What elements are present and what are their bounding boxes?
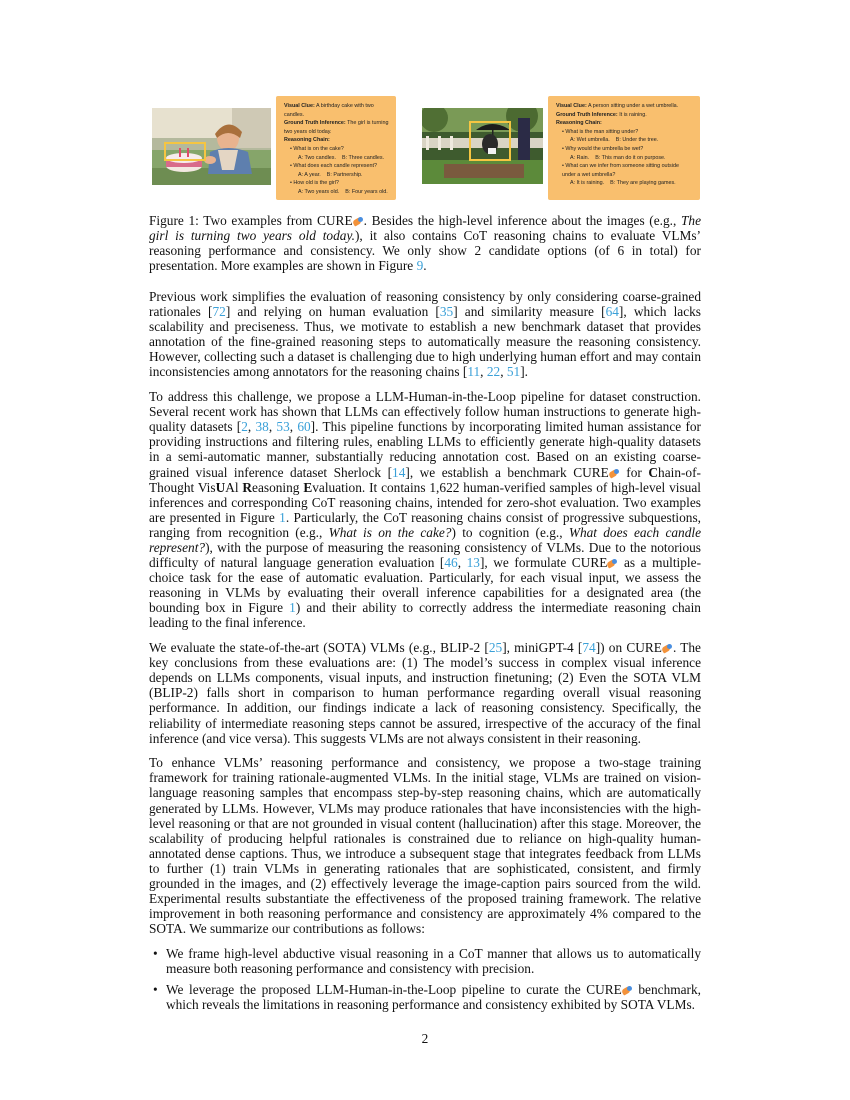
paragraph-training: To enhance VLMs’ reasoning performance and consistency, we propose a two-stage training framework for training rationale-augmented VLMs. In the initial stage, VLMs are trained on vision-language reasoning samples that encompass step-by-step reasoning chains, which are automatically generated by LLMs. However, VLMs may produce rationales that have inconsistencies with the high-level reasoning or that are not grounded in visual content (hallucination) after this stage. Moreover, the scalability of producing helpful rationales is constrained due to reliance on high-quality human-annotated dense captions. Thus, we introduce a subsequent stage that integrates feedback from LLMs to further (1) train VLMs in generating rationales that are sophisticated, consistent, and firmly grounded in the images, and (2) effectively leverage the image-caption pairs sourced from the wild. Experimental results substantiate the effectiveness of the proposed training framework. The relative improvement in both reasoning performance and consistency are approximately 4% compared to the SOTA. We summarize our contributions as follows: [149,755,701,937]
cure-logo-icon [609,469,620,478]
figure-link[interactable]: 1 [289,600,296,616]
paragraph-evaluation [149,640,701,746]
acronym-letter: E [303,479,313,495]
chain-question: • What is the man sitting under? [562,129,638,135]
example-2-card [548,96,700,200]
text: valuation. It contains 1,622 human-verified samples of high-level visual inferences and corresponding CoT reasoning chains, intended for zero-shot evaluation. Two examples are presented in Figure [149,479,701,525]
text: ]. This pipeline functions by incorporating limited human assistance for providing instructions and filtering rules, enabling LLMs to efficiently generate high-quality datasets in a semi-automatic manner, substantially reducing annotation cost. Based on an existing coarse-grained visual inference dataset Sherlock [ [149,419,702,480]
italic-text: What does each candle represent? [149,524,702,555]
text: for [619,464,649,480]
text: . The key conclusions from these evaluations are: (1) The model’s success in complex visual inference depends on LLMs components, visual inputs, and instruction finetuning; (2) Even the SOTA VLM (BLIP-2) falls short in comparison to human performance regarding overall visual reasoning performance. In addition, our findings indicate a lack of reasoning consistency. Specifically, the reliability of intermediate reasoning steps cannot be assured, irrespective of the accuracy of the final inference (and vice versa). This suggests VLMs are not always consistent in their reasoning. [149,640,701,746]
visual-clue-label: Visual Clue: [284,103,315,109]
caption-text: . [423,258,427,274]
text: . Particularly, the CoT reasoning chains consist of progressive subquestions, ranging from recognition (e.g., [149,509,702,540]
text: ] and similarity measure [ [453,304,606,320]
option-a: A: It is raining. [570,180,605,187]
option-b: B: Four years old. [345,188,388,195]
option-a: A: Wet umbrella. [570,137,610,144]
acronym-letter: C [648,464,659,480]
example-1-card [276,96,396,200]
text: ), with the purpose of measuring the reasoning consistency of VLMs. Due to the notorious difficulty of natural language generation evaluation [ [149,540,701,571]
chain-question: • How old is the girl? [290,180,339,186]
paragraph-pipeline: To address this challenge, we propose a LLM-Human-in-the-Loop pipeline for dataset construction. Several recent work has shown that LLMs can effectively follow human instructions to generate high-quality datasets [2, 38, 53, 60]. This pipeline functions by incorporating limited human assistance for providing instructions and filtering rules, enabling LLMs to efficiently generate high-quality datasets in a semi-automatic manner, substantially reducing annotation cost. Based on an existing coarse-grained visual inference dataset Sherlock [14], we establish a benchmark CURE for Chain-of-Thought VisUAl Reasoning Evaluation. It contains 1,622 human-verified samples of high-level visual inferences and corresponding CoT reasoning chains, intended for zero-shot evaluation. Two examples are presented in Figure 1. Particularly, the CoT reasoning chains consist of progressive subquestions, ranging from recognition (e.g., What is on the cake?) to cognition (e.g., What does each candle represent?), with the purpose of measuring the reasoning consistency of VLMs. Due to the notorious difficulty of natural language generation evaluation [46, 13], we formulate CURE as a multiple-choice task for the ease of automatic evaluation. Particularly, for each visual input, we assess the reasoning in VLMs by evaluating their overall inference capabilities for a designated area (the bounding box in Figure 1) and their ability to correctly address the intermediate reasoning chain leading to the final inference. [149,389,702,631]
visual-clue-text: A person sitting under a wet umbrella. [587,103,679,109]
body-text [149,289,701,1018]
chain-label: Reasoning Chain: [284,137,330,144]
chain-question: • What can we infer from someone sitting outside under a wet umbrella? [562,163,679,178]
list-item [290,162,390,179]
list-item [562,145,694,162]
cure-logo-icon [662,644,673,653]
citation-link[interactable]: 64 [605,304,619,320]
list-item [290,145,390,162]
text: We evaluate the state-of-the-art (SOTA) VLMs (e.g., BLIP-2 [ [149,640,489,656]
text: ], miniGPT-4 [ [502,640,583,656]
citation-link[interactable]: 25 [488,640,503,656]
option-b: B: Three candles. [341,154,385,161]
list-item [562,128,694,145]
chain-question: • What does each candle represent? [290,163,377,169]
caption-text: . Besides the high-level inference about the images (e.g., [363,213,677,228]
italic-text: What is on the cake? [328,524,452,540]
text: We leverage the proposed LLM-Human-in-the-Loop pipeline to curate the CURE [166,982,622,998]
text: easoning [252,479,304,495]
figure-link[interactable]: 1 [279,509,286,525]
text: ]. [520,364,528,380]
text: ]) on CURE [595,640,662,656]
figure-caption [149,213,701,283]
text: ) to cognition (e.g., [451,524,569,540]
citation-link[interactable]: 46 [444,555,458,571]
acronym-letter: R [242,479,253,495]
acronym-letter: U [215,479,226,495]
text: ], which lacks scalability and preciseness. Thus, we motivate to establish a new benchmark dataset that provides annotation of the fine-grained reasoning steps to automatically measure the reasoning consistency. However, collecting such a dataset is challenging due to high underlying human effort and may contain inconsistencies among annotators for the reasoning chains [ [149,304,702,380]
text: benchmark, which reveals the limitations in reasoning performance and consistency exhibited by SOTA VLMs. [166,982,702,1013]
caption-example-italic: The girl is turning two years old today. [149,213,701,244]
photo-birthday-girl [152,108,271,185]
citation-link[interactable]: 72 [212,304,226,320]
chain-label: Reasoning Chain: [556,120,602,127]
list-item [149,982,701,1012]
figure-1 [152,96,700,200]
citation-link[interactable]: 60 [297,419,311,435]
inference-text: It is raining. [619,111,647,118]
citation-link[interactable]: 53 [276,419,290,435]
citation-link[interactable]: 22 [486,364,501,380]
cure-logo-icon [622,986,633,995]
paragraph-previous-work: Previous work simplifies the evaluation of reasoning consistency by only considering coarse-grained rationales [72] and relying on human evaluation [35] and similarity measure [64], which lacks scalability and preciseness. Thus, we motivate to establish a new benchmark dataset that provides annotation of the fine-grained reasoning steps to automatically measure the reasoning consistency. However, collecting such a dataset is challenging due to high underlying human effort and may contain inconsistencies among annotators for the reasoning chains [11, 22, 51]. [149,289,702,380]
visual-clue-label: Visual Clue: [556,103,587,109]
cure-logo-icon [353,217,364,226]
photo-umbrella-garden [422,108,543,184]
text: ], we formulate CURE [479,555,608,571]
citation-link[interactable]: 74 [582,640,596,656]
caption-paragraph [149,213,701,273]
caption-text: Figure 1: Two examples from CURE [149,213,353,228]
reasoning-chain [556,128,694,188]
list-item: • We frame high-level abductive visual reasoning in a CoT manner that allows us to automatically measure both reasoning performance and consistency with precision. [149,946,701,976]
text: ] and relying on human evaluation [ [225,304,440,320]
chain-question: • What is on the cake? [290,146,344,152]
cure-logo-icon [607,559,618,568]
inference-label: Ground Truth Inference: [284,120,346,127]
option-a: A: A year. [298,171,321,178]
option-b: B: Partnership. [326,171,363,178]
citation-link[interactable]: 11 [467,364,481,380]
citation-link[interactable]: 51 [506,364,521,380]
contributions-list [149,946,701,1012]
citation-link[interactable]: 35 [439,304,454,320]
text: as a multiple-choice task for the ease of automatic evaluation. Particularly, for each visual input, we assess the reasoning in VLMs by evaluating their overall inference capabilities for a designated area (the bounding box in Figure [149,555,702,616]
text: ], we establish a benchmark CURE [405,464,609,480]
list-item [562,162,694,188]
option-a: A: Rain. [570,154,590,161]
option-b: B: This man do it on purpose. [595,154,666,161]
list-item [290,179,390,196]
citation-link[interactable]: 14 [392,464,406,480]
caption-text: ), it also contains CoT reasoning chains to evaluate VLMs’ reasoning performance and consistency. We only show 2 candidate options (of 6 in total) for presentation. More examples are shown in Figure [149,228,701,274]
reasoning-chain [284,145,390,197]
text: Previous work simplifies the evaluation of reasoning consistency by only considering coarse-grained rationales [ [149,289,701,320]
text: hain-of-Thought Vis [149,464,701,495]
option-a: A: Two candles. [298,154,336,161]
option-b: B: Under the tree. [615,137,659,144]
citation-link[interactable]: 13 [466,555,480,571]
option-b: B: They are playing games. [610,180,676,187]
text: Al [225,479,243,495]
figure-link[interactable]: 9 [416,258,424,274]
text: ) and their ability to correctly address the intermediate reasoning chain leading to the final inference. [149,600,701,631]
chain-question: • Why would the umbrella be wet? [562,146,643,152]
text: To address this challenge, we propose a LLM-Human-in-the-Loop pipeline for dataset construction. Several recent work has shown that LLMs can effectively follow human instructions to generate high-quality datasets [ [149,389,701,435]
page-number: 2 [421,1031,429,1046]
inference-label: Ground Truth Inference: [556,111,618,118]
option-a: A: Two years old. [298,188,340,195]
visual-clue-text: A birthday cake with two candles. [284,103,374,118]
inference-text: The girl is turning two years old today. [284,120,389,135]
citation-link[interactable]: 2 [241,419,248,435]
citation-link[interactable]: 38 [255,419,269,435]
